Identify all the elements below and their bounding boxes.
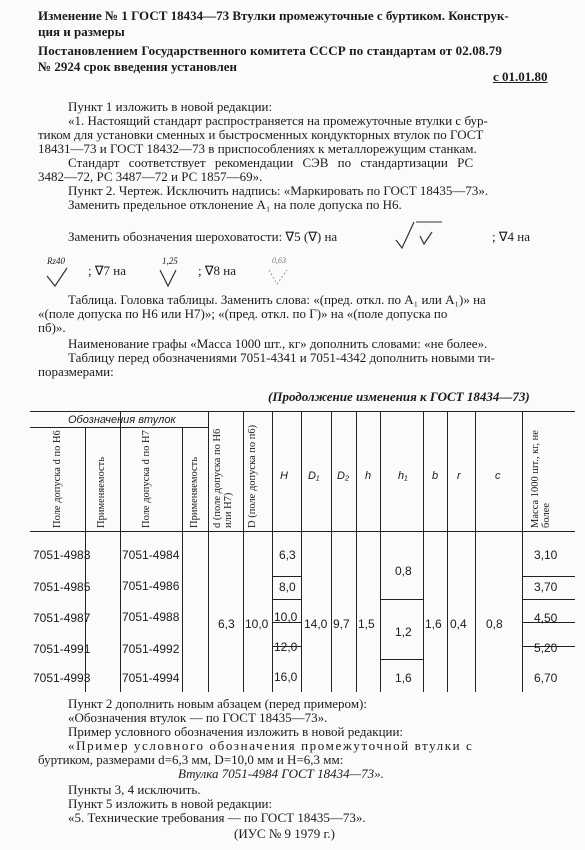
- roughness-label: Rz40: [47, 256, 65, 266]
- paragraph: Стандарт соответствует рекомендации СЭВ по стандартизации РС: [68, 155, 474, 170]
- table-cell: 0,8: [395, 564, 412, 578]
- table-cell: 7051-4987: [33, 611, 91, 625]
- column-header: D (поле допуска по п6): [247, 424, 258, 528]
- header-line-3: Постановлением Государственного комитета СССР по стандартам от 02.08.79: [38, 43, 502, 58]
- paragraph: Пункт 2. Чертеж. Исключить надпись: «Маркировать по ГОСТ 18435—73».: [68, 183, 489, 198]
- table-cell: 3,70: [534, 580, 558, 594]
- table-cell: 0,8: [486, 617, 503, 631]
- table-cell: 1,5: [358, 617, 375, 631]
- column-header: c: [495, 470, 501, 482]
- table-group-header: Обозначения втулок: [68, 414, 176, 426]
- table-cell: 7051-4993: [33, 671, 91, 685]
- continuation-title: (Продолжение изменения к ГОСТ 18434—73): [268, 389, 530, 404]
- table-cell: 10,0: [245, 617, 269, 631]
- header-line-1: Изменение № 1 ГОСТ 18434—73 Втулки промежуточные с буртиком. Конструк-: [38, 8, 509, 23]
- roughness-symbol-icon: [45, 266, 75, 288]
- publication-ref: (ИУС № 9 1979 г.): [234, 826, 335, 841]
- paragraph: «Обозначения втулок — по ГОСТ 18435—73».: [68, 710, 328, 725]
- table-cell: 7051-4986: [122, 579, 180, 593]
- table-cell: 16,0: [274, 670, 298, 684]
- column-header: d (поле допуска по H6 или H7): [212, 428, 234, 528]
- paragraph: «Пример условного обозначения промежуточной втулки с: [68, 738, 474, 753]
- paragraph: 18431—73 и ГОСТ 18432—73 в приспособлениях к металлорежущим станкам.: [38, 141, 477, 156]
- table-cell: 1,6: [395, 671, 412, 685]
- paragraph: Втулка 7051-4984 ГОСТ 18434—73».: [178, 766, 384, 781]
- paragraph: тиком для установки сменных и быстросменных кондукторных втулок по ГОСТ: [38, 127, 484, 142]
- column-header: Поле допуска d по H6: [52, 430, 63, 528]
- paragraph: Заменить обозначения шероховатости: ∇5 (∇) на: [68, 229, 338, 244]
- table-cell: 5,20: [534, 641, 558, 655]
- table-cell: 7051-4992: [122, 642, 180, 656]
- paragraph: Таблицу перед обозначениями 7051-4341 и 7051-4342 дополнить новыми ти-: [68, 350, 495, 365]
- table-cell: 9,7: [333, 617, 350, 631]
- table-cell: 8,0: [279, 580, 296, 594]
- column-header: Масса 1000 шт., кг, не более: [530, 430, 552, 528]
- paragraph: «(поле допуска по H6 или H7)»; «(пред. откл. по Г)» на «(поле допуска по: [38, 306, 448, 321]
- paragraph: поразмерами:: [38, 364, 114, 379]
- column-header: Поле допуска d по H7: [141, 430, 152, 528]
- column-header: b: [432, 470, 439, 482]
- column-header: h₁: [398, 470, 408, 482]
- table-cell: 3,10: [534, 548, 558, 562]
- paragraph: Пункт 2 дополнить новым абзацем (перед примером):: [68, 696, 367, 711]
- paragraph: пб)».: [38, 320, 66, 335]
- table-cell: 1,6: [425, 617, 442, 631]
- column-header: D₂: [337, 470, 350, 482]
- roughness-label: 1,25: [162, 256, 178, 266]
- table-cell: 12,0: [274, 640, 298, 654]
- paragraph: Пункты 3, 4 исключить.: [68, 782, 201, 797]
- paragraph: Таблица. Головка таблицы. Заменить слова: «(пред. откл. по A₁ или A₁)» на: [68, 292, 486, 307]
- table-cell: 7051-4983: [33, 548, 91, 562]
- paragraph: ; ∇4 на: [492, 229, 531, 244]
- paragraph: Пример условного обозначения изложить в новой редакции:: [68, 724, 404, 739]
- paragraph: «5. Технические требования — по ГОСТ 18435—73».: [68, 810, 366, 825]
- header-line-4: № 2924 срок введения установлен: [38, 59, 238, 74]
- table-cell: 0,4: [450, 617, 467, 631]
- column-header: Применяемость: [96, 456, 107, 528]
- table-cell: 6,3: [279, 548, 296, 562]
- table-cell: 4,50: [534, 611, 558, 625]
- header-line-2: ция и размеры: [38, 24, 125, 39]
- paragraph: Пункт 5 изложить в новой редакции:: [68, 796, 273, 811]
- column-header: Применяемость: [189, 456, 200, 528]
- table-cell: 7051-4994: [122, 671, 180, 685]
- paragraph: ; ∇8 на: [198, 263, 237, 278]
- table-cell: 1,2: [395, 625, 412, 639]
- paragraph: Наименование графы «Масса 1000 шт., кг» дополнить словами: «не более».: [68, 336, 488, 351]
- effective-date: с 01.01.80: [493, 69, 548, 84]
- paragraph: 3482—72, РС 3487—72 и РС 1857—69».: [38, 169, 263, 184]
- roughness-label: 0,63: [272, 256, 286, 265]
- table-cell: 6,70: [534, 671, 558, 685]
- table-cell: 10,0: [274, 610, 298, 624]
- paragraph: Заменить предельное отклонение A₁ на поле допуска по H6.: [68, 197, 402, 212]
- paragraph: «1. Настоящий стандарт распространяется на промежуточные втулки с бур-: [68, 113, 488, 128]
- column-header: h: [365, 470, 372, 482]
- table-cell: 6,3: [218, 617, 235, 631]
- table-cell: 7051-4988: [122, 610, 180, 624]
- roughness-symbol-icon: [267, 266, 297, 286]
- table-cell: 14,0: [304, 617, 328, 631]
- column-header: r: [457, 470, 461, 482]
- roughness-symbol-icon: [158, 266, 188, 288]
- roughness-symbol-icon: [392, 214, 472, 254]
- table-cell: 7051-4985: [33, 580, 91, 594]
- paragraph: буртиком, размерами d=6,3 мм, D=10,0 мм и H=6,3 мм:: [38, 752, 344, 767]
- column-header: D₁: [308, 470, 320, 482]
- table-cell: 7051-4991: [33, 642, 91, 656]
- paragraph: Пункт 1 изложить в новой редакции:: [68, 99, 273, 114]
- table-cell: 7051-4984: [122, 548, 180, 562]
- paragraph: ; ∇7 на: [88, 263, 127, 278]
- column-header: H: [280, 470, 288, 482]
